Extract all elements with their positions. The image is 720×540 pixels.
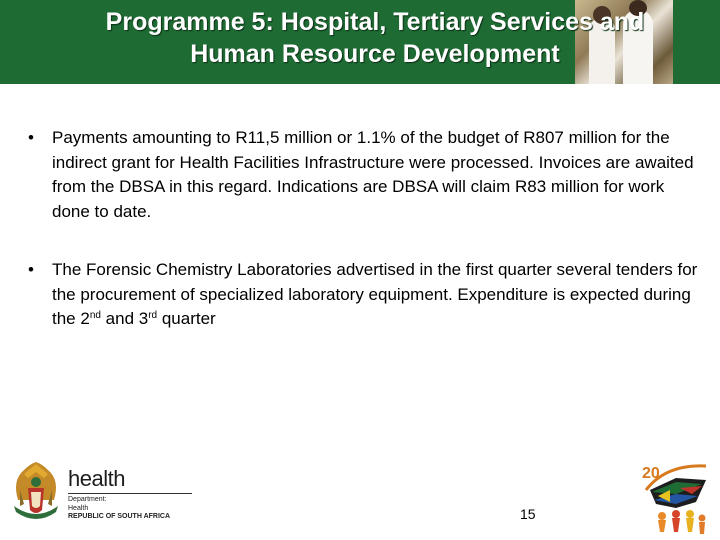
bullet-text-part: The Forensic Chemistry Laboratories advertised in the first quarter several tenders for the procurement of specialized laboratory equipment. Expenditure is expected during the 2 (52, 260, 698, 328)
header-banner (0, 0, 720, 84)
page-number: 15 (520, 506, 536, 522)
superscript: nd (89, 310, 101, 321)
bullet-text: Payments amounting to R11,5 million or 1.1% of the budget of R807 million for the indirect grant for Health Facilities Infrastructure were processed. Invoices are awaited from the DBSA in this regard. Indications are DBSA will claim R83 million for work done to date. (52, 128, 694, 221)
coat-of-arms-icon (10, 460, 62, 526)
title-line-2: Human Resource Development (190, 40, 560, 68)
slide-content (28, 126, 698, 366)
department-logo (10, 460, 196, 530)
bullet-item (28, 126, 698, 224)
bullet-item (28, 258, 698, 332)
dept-line: Health (68, 504, 89, 512)
bullet-text-part: quarter (157, 309, 216, 328)
superscript: rd (148, 310, 158, 321)
bullet-marker: • (28, 128, 34, 147)
slide-title (0, 6, 720, 70)
bullet-marker: • (28, 260, 34, 279)
bullet-text-part: and 3 (100, 309, 149, 328)
health-wordmark: health (68, 466, 125, 491)
department-text (68, 496, 170, 522)
dept-line: Department: (68, 496, 107, 503)
title-line-1: Programme 5: Hospital, Tertiary Services and (105, 8, 645, 36)
dept-line: REPUBLIC OF SOUTH AFRICA (68, 513, 171, 520)
anniversary-logo-icon (636, 456, 716, 538)
svg-text:20: 20 (642, 465, 660, 482)
wordmark-divider (68, 493, 192, 494)
